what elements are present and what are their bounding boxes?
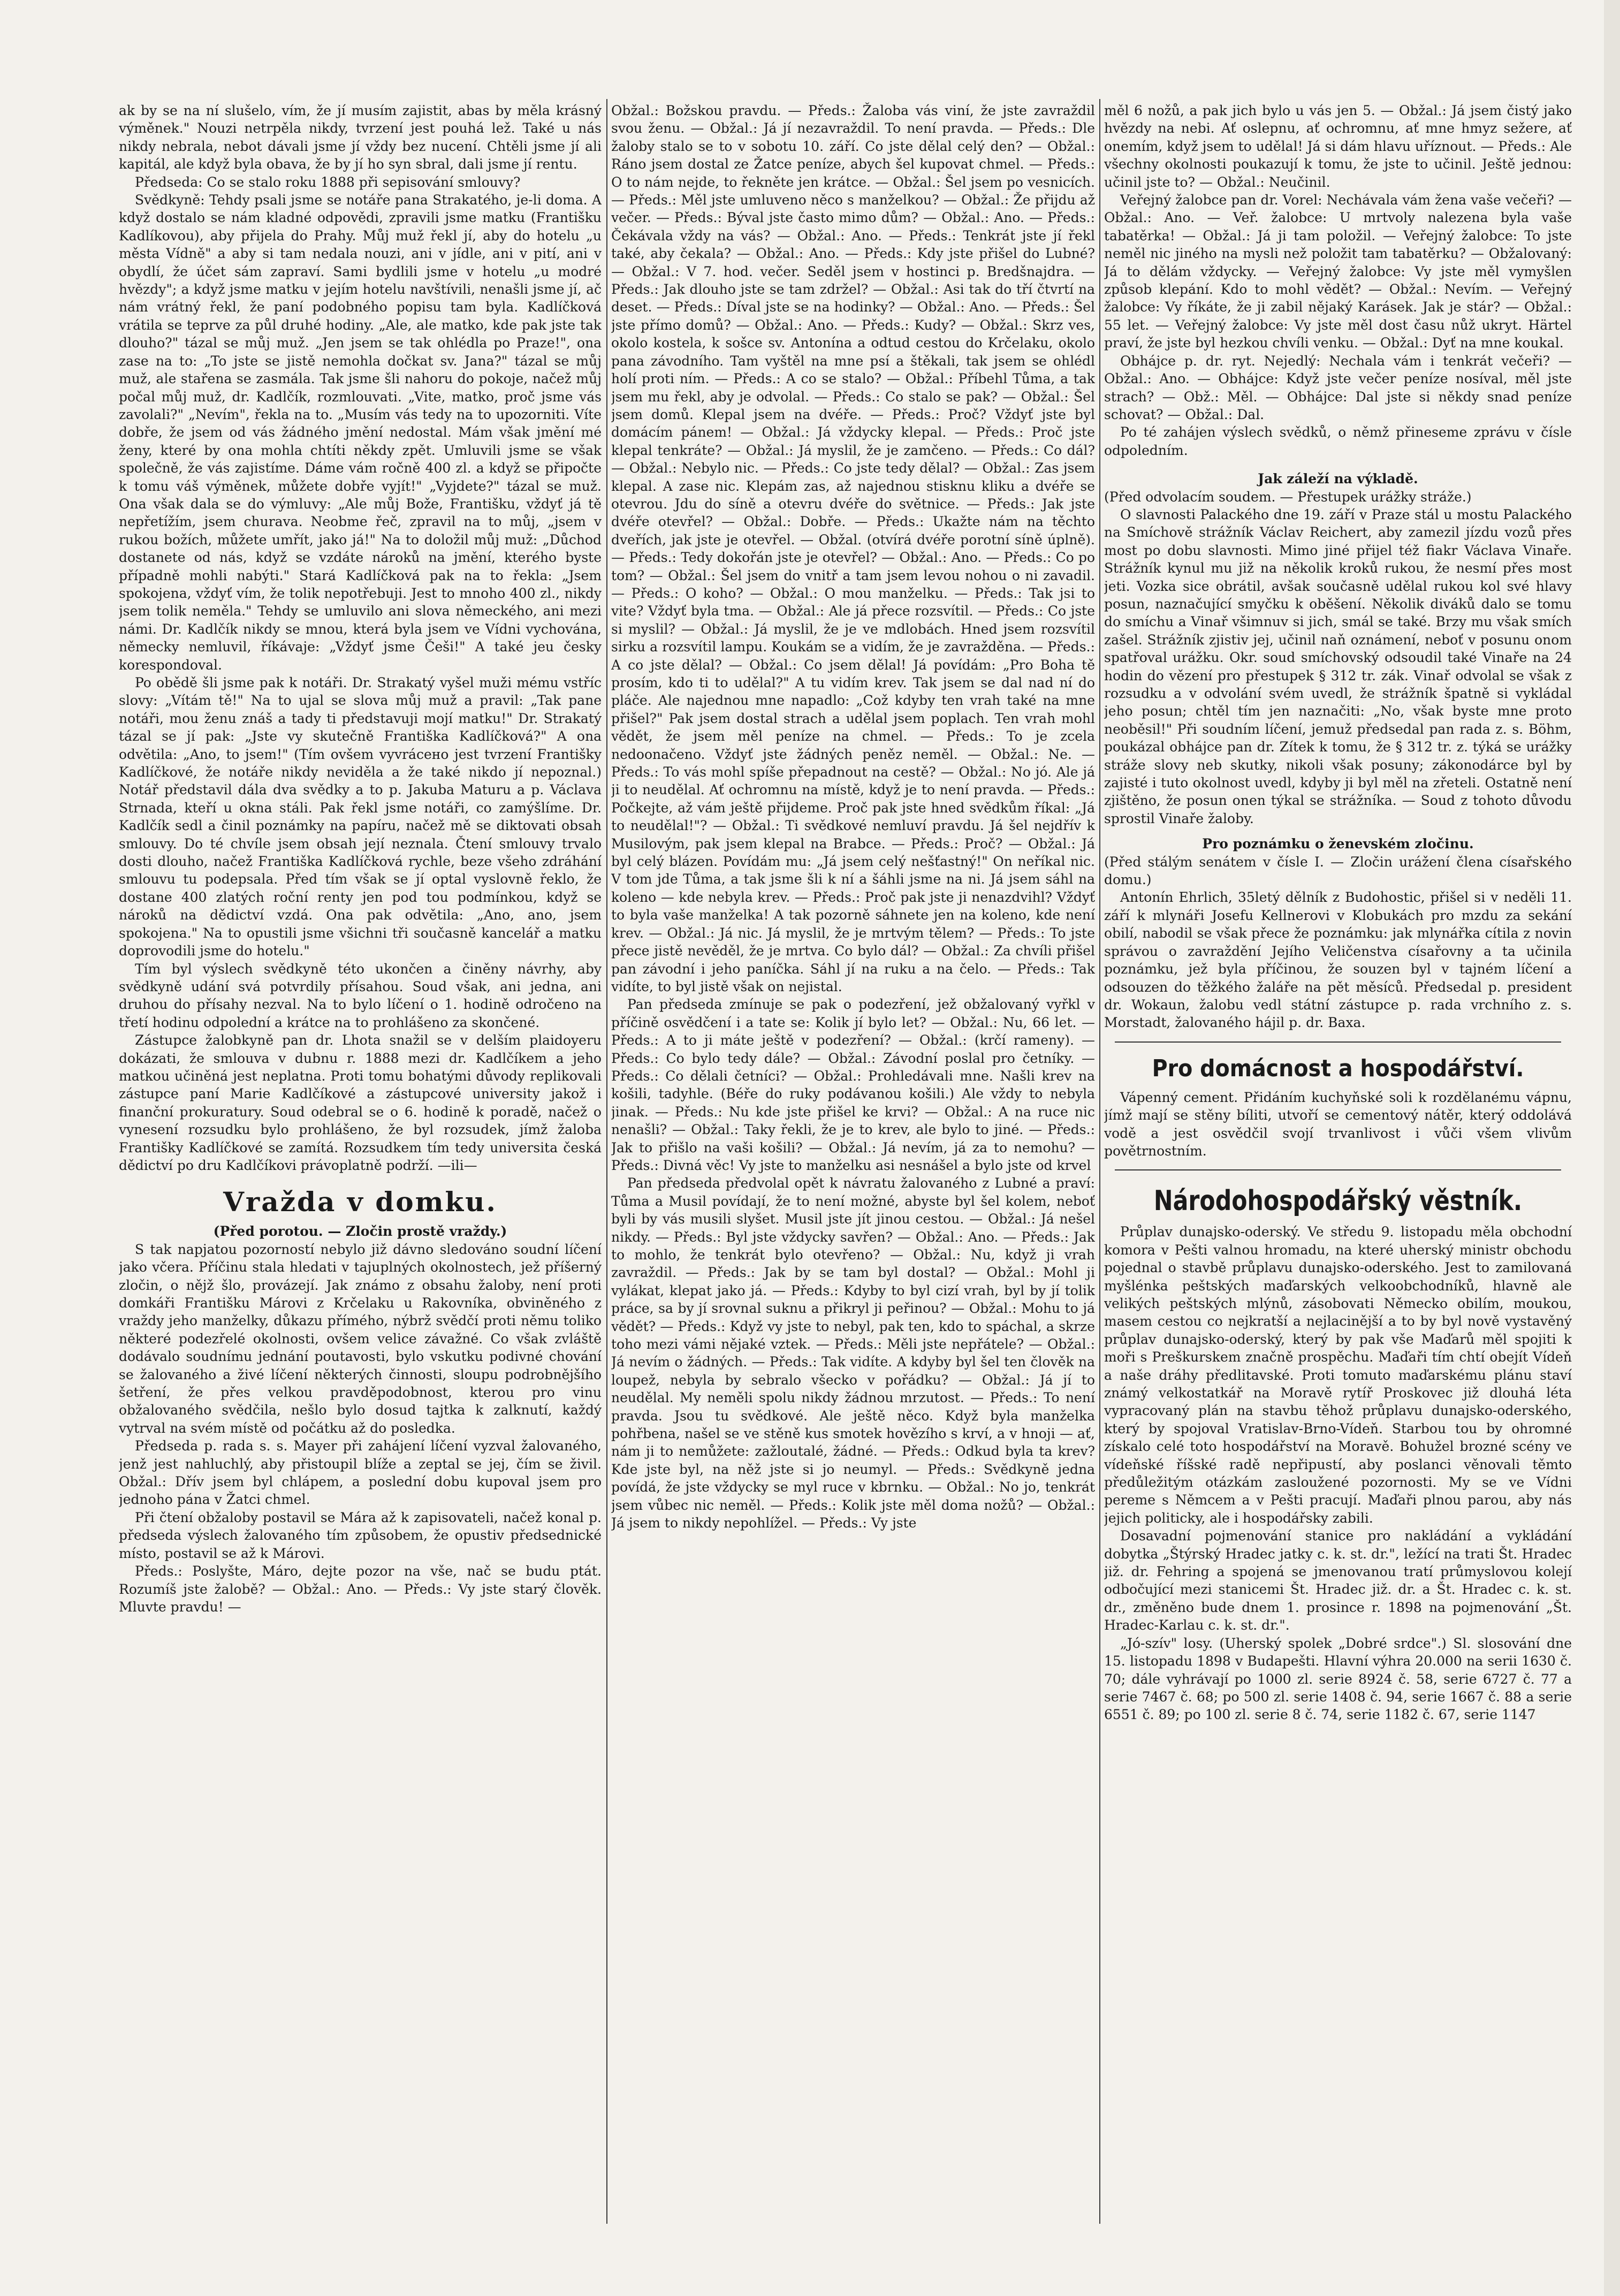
paragraph: Obhájce p. dr. ryt. Nejedlý: Nechala vám i tenkrát večeři? — Obžal.: Ano. — Obhájce: Když jste večer peníze nosíval, měl jste strach? — Obž.: Měl. — Obhájce: Dal jste si někdy snad peníze schovat? — Obžal.: Dal. <box>1104 353 1572 422</box>
paragraph: měl 6 nožů, a pak jich bylo u vás jen 5. — Obžal.: Já jsem čistý jako hvězdy na nebi. Ať oslepnu, ať ochromnu, ať mne hmyz sežere, ať onemím, když jsem to udělal! Já si dám hlavu uříznout. — Předs.: Ale všechny okolnosti poukazují k tomu, že jste to učinil. Ještě jednou: učinil jste to? — Obžal.: Neučinil. <box>1104 103 1572 190</box>
paragraph: S tak napjatou pozorností nebylo již dávno sledováno soudní líčení jako včera. Příčinu stala hledati v tajuplných okolnostech, jež příšerný zločin, o nějž šlo, provázejí. Jak známo z obsahu žaloby, není proti domkáři Františku Márovi z Krčelaku u Rakovníka, obviněného z vraždy jeho manželky, důkazu přímého, nýbrž svědčí proti němu toliko některé podezřelé okolnosti, ovšem velice závažné. Co však zvláště dodávalo soudnímu jednání poutavosti, bylo vskutku podivné chování se žalovaného a živé líčení některých činnosti, sloupu podrobnějšího šetření, že přes velkou pravděpodobnost, kterou pro vinu obžalovaného svědčila, nešlo bylo dosud tajtka k zalknutí, každý vytrval na svém místě od počátku až do posledka. <box>119 1241 602 1436</box>
paragraph: Předseda: Co se stalo roku 1888 při sepisování smlouvy? <box>135 174 521 190</box>
paragraph: Po té zahájen výslech svědků, o němž přineseme zprávu v čísle odpoledním. <box>1104 424 1572 458</box>
article-subheading: (Před stálým senátem v čísle I. — Zločin urážení člena císařského domu.) <box>1104 854 1572 888</box>
column-3 <box>1104 102 1572 2221</box>
article-heading-murder: Vražda v domku. <box>223 1186 497 1218</box>
section-divider <box>1115 1041 1561 1043</box>
paragraph: Dosavadní pojmenování stanice pro nakládání a vykládání dobytka „Štýrský Hradec jatky c. k. st. dr.", ležící na trati Št. Hradec již. dr. Fehring a spojená se jmenovanou tratí průmyslovou kolejí odbočující mezi stanicemi Št. Hradec již. dr. a Št. Hradec c. k. st. dr., změněno bude dnem 1. prosince r. 1898 na pojmenování „Št. Hradec-Karlau c. k. st. dr.". <box>1104 1528 1572 1633</box>
column-divider <box>1099 99 1100 2224</box>
section-heading-economy: Národohospodářský věstník. <box>1153 1185 1523 1218</box>
paragraph: Obžal.: Božskou pravdu. — Předs.: Žaloba vás viní, že jste zavraždil svou ženu. — Obžal.: Já jí nezavraždil. To není pravda. — Předs.: Dle žaloby stalo se to v sobotu 10. září. Co jste dělal celý den? — Obžal.: Ráno jsem dostal ze Žatce peníze, abych šel kupovat chmel. — Předs.: O to nám nejde, to řekněte jen krátce. — Obžal.: Šel jsem po vesnicích. — Předs.: Měl jste umluveno něco s manželkou? — Obžal.: Že přijdu až večer. — Předs.: Býval jste často mimo dům? — Obžal.: Ano. — Předs.: Čekávala vždy na vás? — Obžal.: Ano. — Předs.: Tenkrát jste jí řekl také, aby čekala? — Obžal.: Ano. — Předs.: Kdy jste přišel do Lubné? — Obžal.: V 7. hod. večer. Seděl jsem v hostinci p. Bredšnajdra. — Předs.: Jak dlouho jste se tam zdržel? — Obžal.: Asi tak do tří čtvrtí na deset. — Předs.: Díval jste se na hodinky? — Obžal.: Ano. — Předs.: Šel jste přímo domů? — Obžal.: Ano. — Předs.: Kudy? — Obžal.: Skrz ves, okolo kostela, k sošce sv. Antonína a odtud cestou do Krčelaku, okolo pana závodního. Tam vyštěl na mne psí a štěkali, tak jsem se ohlédl holí proti ním. — Předs.: A co se stalo? — Obžal.: Příbehl Tůma, a tak jsem mu řekl, aby je odvolal. — Předs.: Co stalo se pak? — Obžal.: Šel jsem domů. Klepal jsem na dvéře. — Předs.: Proč? Vždyť jste byl domácím pánem! — Obžal.: Já vždycky klepal. — Předs.: Proč jste klepal tenkráte? — Obžal.: Já myslil, že je zamčeno. — Předs.: Co dál? — Obžal.: Nebylo nic. — Předs.: Co jste tedy dělal? — Obžal.: Zas jsem klepal. A zase nic. Klepám zas, až najednou stisknu kliku a dvéře se otevrou. Jdu do síně a otevru dvéře do světnice. — Předs.: Jak jste dvéře otevřel? — Obžal.: Dobře. — Předs.: Ukažte nám na těchto dveřích, jak jste je otevřel. — Obžal. (otvírá dvéře porotní síně úplně). — Předs.: Tedy dokořán jste je otevřel? — Obžal.: Ano. — Předs.: Co po tom? — Obžal.: Šel jsem do vnitř a tam jsem levou nohou o ni zavadil. — Předs.: O koho? — Obžal.: O mou manželku. — Předs.: Tak jsi to vite? Vždyť byla tma. — Obžal.: Ale já přece rozsvítil. — Předs.: Co jste si myslil? — Obžal.: Já myslil, že je ve mdlobách. Hned jsem rozsvítil sirku a rozsvítil lampu. Koukám se a vidím, že je zavražděna. — Předs.: A co jste dělal? — Obžal.: Co jsem dělal! Já povídám: „Pro Boha tě prosím, kdo ti to udělal?" A tu vidím krev. Tak jsem se dal nad ní do pláče. Ale najednou mne napadlo: „Což kdyby ten vrah také na mne přišel?" Pak jsem dostal strach a udělal jsem poplach. Ten vrah mohl vědět, že jsem měl peníze na chmel. — Předs.: To je zcela nedoonačeno. Vždyť jste žádných peněz neměl. — Obžal.: Ne. — Předs.: To vás mohl spíše přepadnout na cestě? — Obžal.: No jó. Ale já ji to neudělal. Ať ochromnu na místě, když je to není pravda. — Předs.: Počkejte, až vám ještě přijdeme. Proč pak jste hned svědkům říkal: „Já to neudělal!"? — Obžal.: Ti svědkové nemluví pravdu. Já šel nejdřív k Musilovým, pak jsem klepal na Brabce. — Předs.: Proč? — Obžal.: Já byl celý blázen. Povídám mu: „Já jsem celý nešťastný!" On neříkal nic. V tom jde Tůma, a tak jsme šli k ní a šáhli jsme na ni. Já jsem sáhl na koleno — kde nebyla krev. — Předs.: Proč pak jste ji nenazdvihl? Vždyť to byla vaše manželka! A tak pozorně sáhnete jen na koleno, kde není krev. — Obžal.: Já nic. Já myslil, že je mrtvým tělem? — Předs.: To jste přece jistě nevěděl, že je mrtva. Co bylo dál? — Obžal.: Za chvíli přišel pan závodní i jeho paníčka. Sáhl jí na ruku a na čelo. — Předs.: Tak vidíte, to byl jistě však on nejistal. <box>611 103 1095 994</box>
paragraph: Zástupce žalobkyně pan dr. Lhota snažil se v delším plaidoyeru dokázati, že smlouva v dubnu r. 1888 mezi dr. Kadlčíkem a jeho matkou učiněná jest neplatna. Proti tomu bohatými důvody replikovali zástupce paní Marie Kadlčíkové a zástupcové university jakož i finanční prokuratury. Soud odebral se o 6. hodině k poradě, načež o vynesení rozsudku bylo prohlášeno, že byl rozsudek, jímž žaloba Františky Kadlíčkové se zamítá. Rozsudkem tím tedy universita česká dědictví po dru Kadlčíkovi právoplatně podrží. —ili— <box>119 1032 602 1173</box>
paragraph: Předseda p. rada s. s. Mayer při zahájení líčení vyzval žalovaného, jenž jest nahluchlý, aby přistoupil blíže a zeptal se jej, čím se živil. Obžal.: Dřív jsem byl chlápem, a poslední dobu kupoval jsem pro jednoho pána v Žatci chmel. <box>119 1438 602 1508</box>
paragraph: Svědkyně: Tehdy psali jsme se notáře pana Strakatého, je-li doma. A když dostalo se nám kladné odpovědi, zpravili jsme matku (Františku Kadlíkovou), aby přijela do Prahy. Můj muž řekl jí, aby do hotelu „u města Vídně" a aby si tam nedala nouzi, ani v jídle, ani v pití, ani v obydlí, že účet sám zapraví. Sami bydlili jsme v hotelu „u modré hvězdy"; a když jsme matku v jejím hotelu navštívili, nenašli jsme jí, ač nám vrátný řekl, že paní podobného popisu tam byla. Kadlíčková vrátila se teprve za půl druhé hodiny. „Ale, ale matko, kde pak jste tak dlouho?" tázal se můj muž. „Jen jsem se tak ohlédla po Praze!", ona zase na to: „To jste se jistě nemohla dočkat sv. Jana?" tázal se můj muž, ale stařena se zasmála. Tak jsme šli nahoru do pokoje, načež můj počal můj muž, dr. Kadlčík, rozmlouvati. „Vite, matko, proč jsme vás zavolali?" „Nevím", řekla na to. „Musím vás tedy na to upozorniti. Víte dobře, že jsem od vás žádného jmění nedostal. Mám však jmění mé ženy, které by ona mohla chtíti někdy zpět. Umluvili jsme se však společně, že vás zajistíme. Dáme vám ročně 400 zl. a když se připočte k tomu váš výměnek, můžete dobře vyjít!" „Vyjdete?" tázal se muž. Ona však dala se do výmluvy: „Ale můj Bože, Františku, vždyť já tě nepřetížím, jsem churava. Neobme řeč, zpravil na to můj, „jsem v rukou božích, můžete umřít, jako já!" Na to doložil můj muž: „Důchod dostanete od nás, když se vzdáte nároků na jmění, kterého byste případně mohli nabýti." Stará Kadlíčková pak na to řekla: „Jsem spokojena, vždyť vím, že tolik nepotřebuji. Jest to mnoho 400 zl., nikdy jsem tolik neměla." Tehdy se umluvilo ani slova německého, ani mezi námi. Dr. Kadlčík nikdy se mnou, která byla jsem ve Vídni vychována, německy nemluvil, říkávaje: „Vždyť jsme Češi!" A také jeu česky korespondoval. <box>119 192 602 673</box>
article-heading-geneva: Pro poznámku o ženevském zločinu. <box>1202 836 1474 852</box>
paragraph: Antonín Ehrlich, 35letý dělník z Budohostic, přišel si v neděli 11. září k mlynáři Josefu Kellnerovi v Klobukách pro mzdu za sekání obilí, nabodil se však přece že poznámku: jak mlynářka cítila z novin správou o zavraždění Jejího Veličenstva císařovny a ta učinila poznámku, jež byla příčinou, že souzen byl v tajném líčení a odsouzen do těžkého žaláře na pět měsíců. Předsedal p. president dr. Wokaun, žalobu vedl státní zástupce p. rada vrchního z. s. Morstadt, žalovaného hájil p. dr. Baxa. <box>1104 889 1572 1031</box>
section-divider <box>1115 1169 1561 1170</box>
paragraph: Pan předseda předvolal opět k návratu žalovaného z Lubné a praví: Tůma a Musil povídají, že to není možné, abyste byl šel kolem, neboť byli by vás musili slyšet. Musil jste jít jinou cestou. — Obžal.: Já nešel nikdy. — Předs.: Byl jste vždycky savřen? — Obžal.: Ano. — Předs.: Jak to mohlo, že tenkrát bylo otevřeno? — Obžal.: Nu, když ji vrah zavraždil. — Předs.: Jak by se tam byl dostal? — Obžal.: Mohl ji vylákat, klepat jako já. — Předs.: Kdyby to byl cizí vrah, byl by jí tolik práce, sa by jí srovnal suknu a přikryl ji peřinou? — Obžal.: Mohu to já vědět? — Předs.: Když vy jste to nebyl, pak ten, kdo to spáchal, a skrze toho mezi vámi nějaké vztek. — Předs.: Měli jste nepřátele? — Obžal.: Já nevím o žádných. — Předs.: Tak vidíte. A kdyby byl šel ten člověk na loupež, nebyla by sebralo všecko v pořádku? — Obžal.: Já jí to neudělal. My neměli spolu nikdy žádnou mrzutost. — Předs.: To není pravda. Jsou tu svědkové. Ale ještě něco. Když byla manželka pohřbena, našel se ve stěně kus smotek hovězího s krví, a v hnoji — ať, nám ji to nemůžete: zažloutalé, žádné. — Předs.: Odkud byla ta krev? Kde jste byl, na něž jste si jo neumyl. — Předs.: Svědkyně jedna povídá, že jste vždycky se myl ruce v kbrnku. — Obžal.: No jo, tenkrát jsem vůbec nic neměl. — Předs.: Kolik jste měl doma nožů? — Obžal.: Já jsem to nikdy nepohlížel. — Předs.: Vy jste <box>611 1175 1095 1531</box>
article-subheading: (Před porotou. — Zločin prostě vraždy.) <box>213 1223 507 1240</box>
paragraph: Veřejný žalobce pan dr. Vorel: Nechávala vám žena vaše večeři? — Obžal.: Ano. — Veř. žalobce: U mrtvoly nalezena byla vaše tabatěrka! — Obžal.: Já ji tam položil. — Veřejný žalobce: To jste neměl nic jiného na mysli než položit tam tabatěrku? — Obžalovaný: Já to dělám vždycky. — Veřejný žalobce: Vy jste měl vymyšlen způsob klepání. Kdo to mohl vědět? — Obžal.: Nevím. — Veřejný žalobce: Vy říkáte, že ji zabil nějaký Karásek. Jak je stár? — Obžal.: 55 let. — Veřejný žalobce: Vy jste měl dost času nůž ukryt. Härtel praví, že jste byl hezkou chvíli venku. — Obžal.: Dyť na mne koukal. <box>1104 192 1572 351</box>
column-divider <box>606 99 607 2224</box>
section-heading-household: Pro domácnost a hospodářství. <box>1152 1054 1524 1082</box>
paragraph: Po obědě šli jsme pak k notáři. Dr. Strakatý vyšel muži mému vstříc slovy: „Vítám tě!" Na to ujal se slova můj muž a pravil: „Tak pane notáři, mou ženu znáš a tady ti představuji mojí matku!" Dr. Strakatý tázal se jí pak: „Jste vy skutečně Františka Kadlíčková?" A ona odvětila: „Ano, to jsem!" (Tím ovšem vyvrácено jest tvrzení Františky Kadlíčkové, že notáře nikdy neviděla a že také nikdo jí nepoznal.) Notář představil dála dva svědky a to p. Jakuba Maturu a p. Václava Strnada, kteří u okna stáli. Pak řekl jsme notáři, co zamýšlíme. Dr. Kadlčík sedl a činil poznámky na papíru, načež mě se diktovati obsah smlouvy. Do té chvíle jsem obsah její neznala. Čtení smlouvy trvalo dosti dlouho, načež Františka Kadlíčková rychle, beze všeho zdráhání smlouvu tu podepsala. Před tím však se jí optal vyslovně řeklo, že dostane 400 zlatých roční renty jen pod tou podmínkou, když se nároků na dědictví vzdá. Ona pak odvětila: „Ano, ano, jsem spokojena." Na to opustili jsme všichni tři současně kancelář a matku doprovodili jsme do hotelu." <box>119 675 602 959</box>
paragraph: O slavnosti Palackého dne 19. září v Praze stál u mostu Palackého na Smíchově strážník Václav Reichert, aby zamezil jízdu vozů přes most po dobu slavnosti. Mimo jiné přijel též fiakr Václava Vinaře. Strážník kynul mu již na několik kroků rukou, že nesmí přes most jeti. Vozka sice obrátil, avšak současně udělal rukou kol své hlavy posun, naznačující smyčku k oběšení. Několik diváků dalo se tomu do smíchu a Vinař všimnuv si jich, smál se také. Brzy mu však smích zašel. Strážník zjistiv jej, učinil naň oznámení, neboť v posunu onom spatřoval urážku. Okr. soud smíchovský odsoudil také Vinaře na 24 hodin do vězení pro přestupek § 312 tr. zák. Vinař odvolal se však z rozsudku a v odvolání svém uvedl, že strážník špatně si vykládal jeho posun; chtěl tím jen naznačiti: „No, však byste mne proto neoběsil!" Při soudním líčení, jemuž předsedal pan rada z. s. Böhm, poukázal obhájce pan dr. Zítek k tomu, že § 312 tr. z. týká se urážky stráže slovy neb skutky, nikoli však posuny; zákonodárce byl by zajisté i tuto okolnost uvedl, kdyby ji byl měl na zřeteli. Ostatně není zjištěno, že posun onen týkal se strážníka. — Soud z tohoto důvodu sprostil Vinaře žaloby. <box>1104 506 1572 826</box>
paragraph: Při čtení obžaloby postavil se Mára až k zapisovateli, načež konal p. předseda výslech žalovaného tím způsobem, že opustiv předsednické místo, postavil se až k Márovi. <box>119 1509 602 1561</box>
paragraph: Průplav dunajsko-oderský. Ve středu 9. listopadu měla obchodní komora v Pešti valnou hromadu, na které uherský ministr obchodu pojednal o stavbě průplavu dunajsko-oderského. Jest to zamilovaná myšlénka peštských maďarských velkoobchodníků, hlavně ale velikých peštských mlýnů, zásobovati Německo obilím, moukou, masem cestou co nejkratší a nejlacinější a to by byl nově vystavěný průplav dunajsko-oderský, který by pak vše Maďarů měl spojiti k moři s Preškurskem značně prospěchu. Maďaři tím chtí obejít Vídeň a naše dráhy předlitavské. Proti tomuto maďarskému plánu staví známý velkostatkář na Moravě rytíř Proskovec již dlouhá léta vypracovaný plán na stavbu těhož průplavu dunajsko-oderského, který by spojoval Vratislav-Brno-Vídeň. Starbou tou by ohromné získalo celé toto hospodářství na Moravě. Bohužel brozné scény ve vídeňské říšské radě nepřipustí, aby poslanci věnovali těmto předůležitým otázkám zasloužené pozornosti. My se ve Vídni pereme s Němcem a v Pešti pracují. Maďaři plnou parou, aby nás jejich politicky, ale i hospodářsky zabili. <box>1104 1224 1572 1526</box>
paragraph: Vápenný cement. Přidáním kuchyňské soli k rozdělanému vápnu, jímž mají se stěny bíliti, utvoří se cementový nátěr, který oddolává vodě a jest osvědčil svojí trvanlivost i vůči všem vlivům povětrnostním. <box>1104 1089 1572 1159</box>
article-heading-interpretation: Jak záleží na výkladě. <box>1258 471 1418 487</box>
paragraph: Pan předseda zmínuje se pak o podezření, jež obžalovaný vyřkl v příčině osvědčení i a tate se: Kolik jí bylo let? — Obžal.: Nu, 66 let. — Předs.: A to ji máte ještě v podezření? — Obžal.: (krčí rameny). — Předs.: Co bylo tedy dále? — Obžal.: Závodní poslal pro četníky. — Předs.: Co dělali četníci? — Obžal.: Prohledávali mne. Našli krev na košili, tadyhle. (Béře do ruky podávanou košili.) Ale vždy to nebyla jinak. — Předs.: Nu kde jste přišel ke krvi? — Obžal.: A na ruce nic nenašli? — Obžal.: Taky řekli, že je to krev, ale bylo to jiné. — Předs.: Jak to přišlo na vaši košili? — Obžal.: Já nevím, já za to nemohu? — Předs.: Divná věc! Vy jste to manželku asi nesnášel a bylo jste od krvel <box>611 997 1095 1173</box>
paragraph: Tím byl výslech svědkyně této ukončen a činěny návrhy, aby svědkyně udání svá potvrdily přísahou. Soud však, ani jedna, ani druhou do přísahy nezval. Na to bylo líčení o 1. hodině odročeno na třetí hodinu odpolední a krátce na to prohlášeno za skončené. <box>119 961 602 1030</box>
article-subheading: (Před odvolacím soudem. — Přestupek urážky stráže.) <box>1104 489 1472 505</box>
column-2 <box>611 102 1095 2221</box>
scan-edge <box>1604 0 1620 2296</box>
paragraph: Předs.: Poslyšte, Máro, dejte pozor na vše, nač se budu ptát. Rozumíš jste žalobě? — Obžal.: Ano. — Předs.: Vy jste starý člověk. Mluvte pravdu! — <box>119 1563 602 1615</box>
column-1 <box>119 102 602 2221</box>
paragraph: „Jó-szív" losy. (Uherský spolek „Dobré srdce".) Sl. slosování dne 15. listopadu 1898 v Budapešti. Hlavní výhra 20.000 na serii 1630 č. 70; dále vyhrávají po 1000 zl. serie 8924 č. 58, serie 6727 č. 77 a serie 7467 č. 68; po 500 zl. serie 1408 č. 94, serie 1667 č. 88 a serie 6551 č. 89; po 100 zl. serie 8 č. 74, serie 1182 č. 67, serie 1147 <box>1104 1635 1572 1723</box>
article-continuation: ak by se na ní slušelo, vím, že jí musím zajistit, abas by měla krásný výměnek." Nouzi netrpěla nikdy, tvrzení jest pouhá lež. Také u nás nikdy nebrala, nebot dávali jsme jí vždy bez nucení. Chtěli jsme jí ali kapitál, ale když byla obava, že by jí ho syn sbral, dali jsme jí rentu. <box>119 103 602 172</box>
